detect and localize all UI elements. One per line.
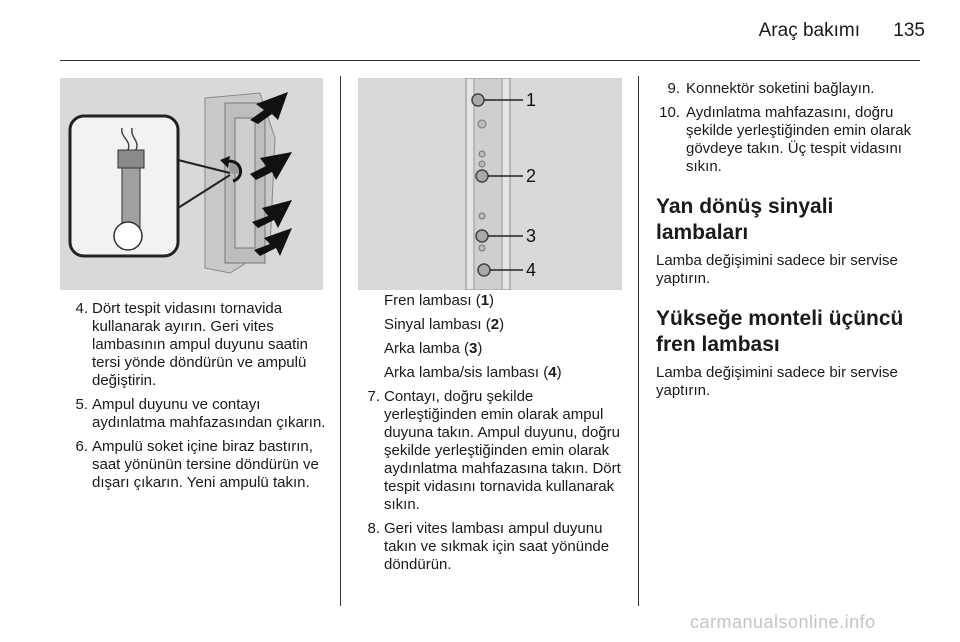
step-text: Aydınlatma mahfazasını, doğru şekilde yerleştiğinden emin olarak gövdeye takın. Üç tespit vidasını sıkın.	[686, 104, 912, 175]
steps-col3	[656, 80, 922, 418]
header-divider	[60, 60, 920, 61]
step-text: Ampulü soket içine biraz bastırın, saat yönünün tersine döndürün ve dışarı çıkarın. Yeni ampulü takın.	[92, 438, 319, 491]
step-number: 9.	[667, 80, 680, 97]
steps-col2	[358, 292, 628, 580]
step-text: Ampul duyunu ve contayı aydınlatma mahfazasından çıkarın.	[92, 396, 326, 431]
step-text: Geri vites lambası ampul duyunu takın ve sıkmak için saat yönünde döndürün.	[384, 520, 610, 573]
section-heading: Yükseğe monteli üçüncü fren lambası	[656, 307, 904, 356]
callout-label-4: 4	[526, 260, 537, 280]
section-heading: Yan dönüş sinyali lambaları	[656, 195, 834, 244]
step-number: 6.	[75, 438, 88, 455]
column-divider-2	[638, 76, 639, 606]
step-item	[358, 388, 628, 514]
section-body: Lamba değişimini sadece bir servise yaptırın.	[656, 252, 898, 287]
step-text: Konnektör soketini bağlayın.	[686, 80, 875, 97]
column-divider-1	[340, 76, 341, 606]
step-item	[358, 520, 628, 574]
page-header-title: Araç bakımı	[758, 20, 860, 41]
legend-item: Fren lambası (1)	[384, 292, 495, 309]
step-number: 5.	[75, 396, 88, 413]
step-item	[656, 104, 922, 176]
step-number: 10.	[659, 104, 680, 121]
step-number: 7.	[367, 388, 380, 405]
step-text: Dört tespit vidasını tornavida kullanarak ayırın. Geri vites lambasının ampul duyunu saatin tersi yönde döndürün ve ampulü değiştirin.	[92, 300, 308, 389]
steps-col1	[66, 300, 332, 498]
callout-label-2: 2	[526, 166, 537, 186]
page-number: 135	[893, 20, 925, 41]
callout-label-3: 3	[526, 226, 537, 246]
watermark: carmanualsonline.info	[690, 612, 876, 632]
section-side-turn-signal	[656, 194, 922, 288]
callout-label-1: 1	[526, 90, 537, 110]
legend-item: Sinyal lambası (2)	[384, 316, 505, 333]
step-number: 4.	[75, 300, 88, 317]
figure-reverse-lamp-bulb	[60, 78, 323, 290]
step-item	[66, 396, 332, 432]
legend-item: Arka lamba (3)	[384, 340, 483, 357]
section-body: Lamba değişimini sadece bir servise yaptırın.	[656, 364, 898, 399]
step-item	[656, 80, 922, 98]
figure-illustration	[60, 78, 323, 290]
section-high-mount-brake-lamp	[656, 306, 922, 400]
legend-item: Arka lamba/sis lambası (4)	[384, 364, 562, 381]
step-text: Contayı, doğru şekilde yerleştiğinden emin olarak ampul duyuna takın. Ampul duyunu, doğru şekilde yerleştiğinden emin olarak aydınlatma mahfazasına takın. Dört tespit vidasını tornavida kullanarak sıkın.	[384, 388, 621, 513]
figure-illustration	[358, 78, 622, 290]
step-number: 8.	[367, 520, 380, 537]
step-item	[66, 300, 332, 390]
figure-lamp-numbered	[358, 78, 622, 290]
step-item	[66, 438, 332, 492]
